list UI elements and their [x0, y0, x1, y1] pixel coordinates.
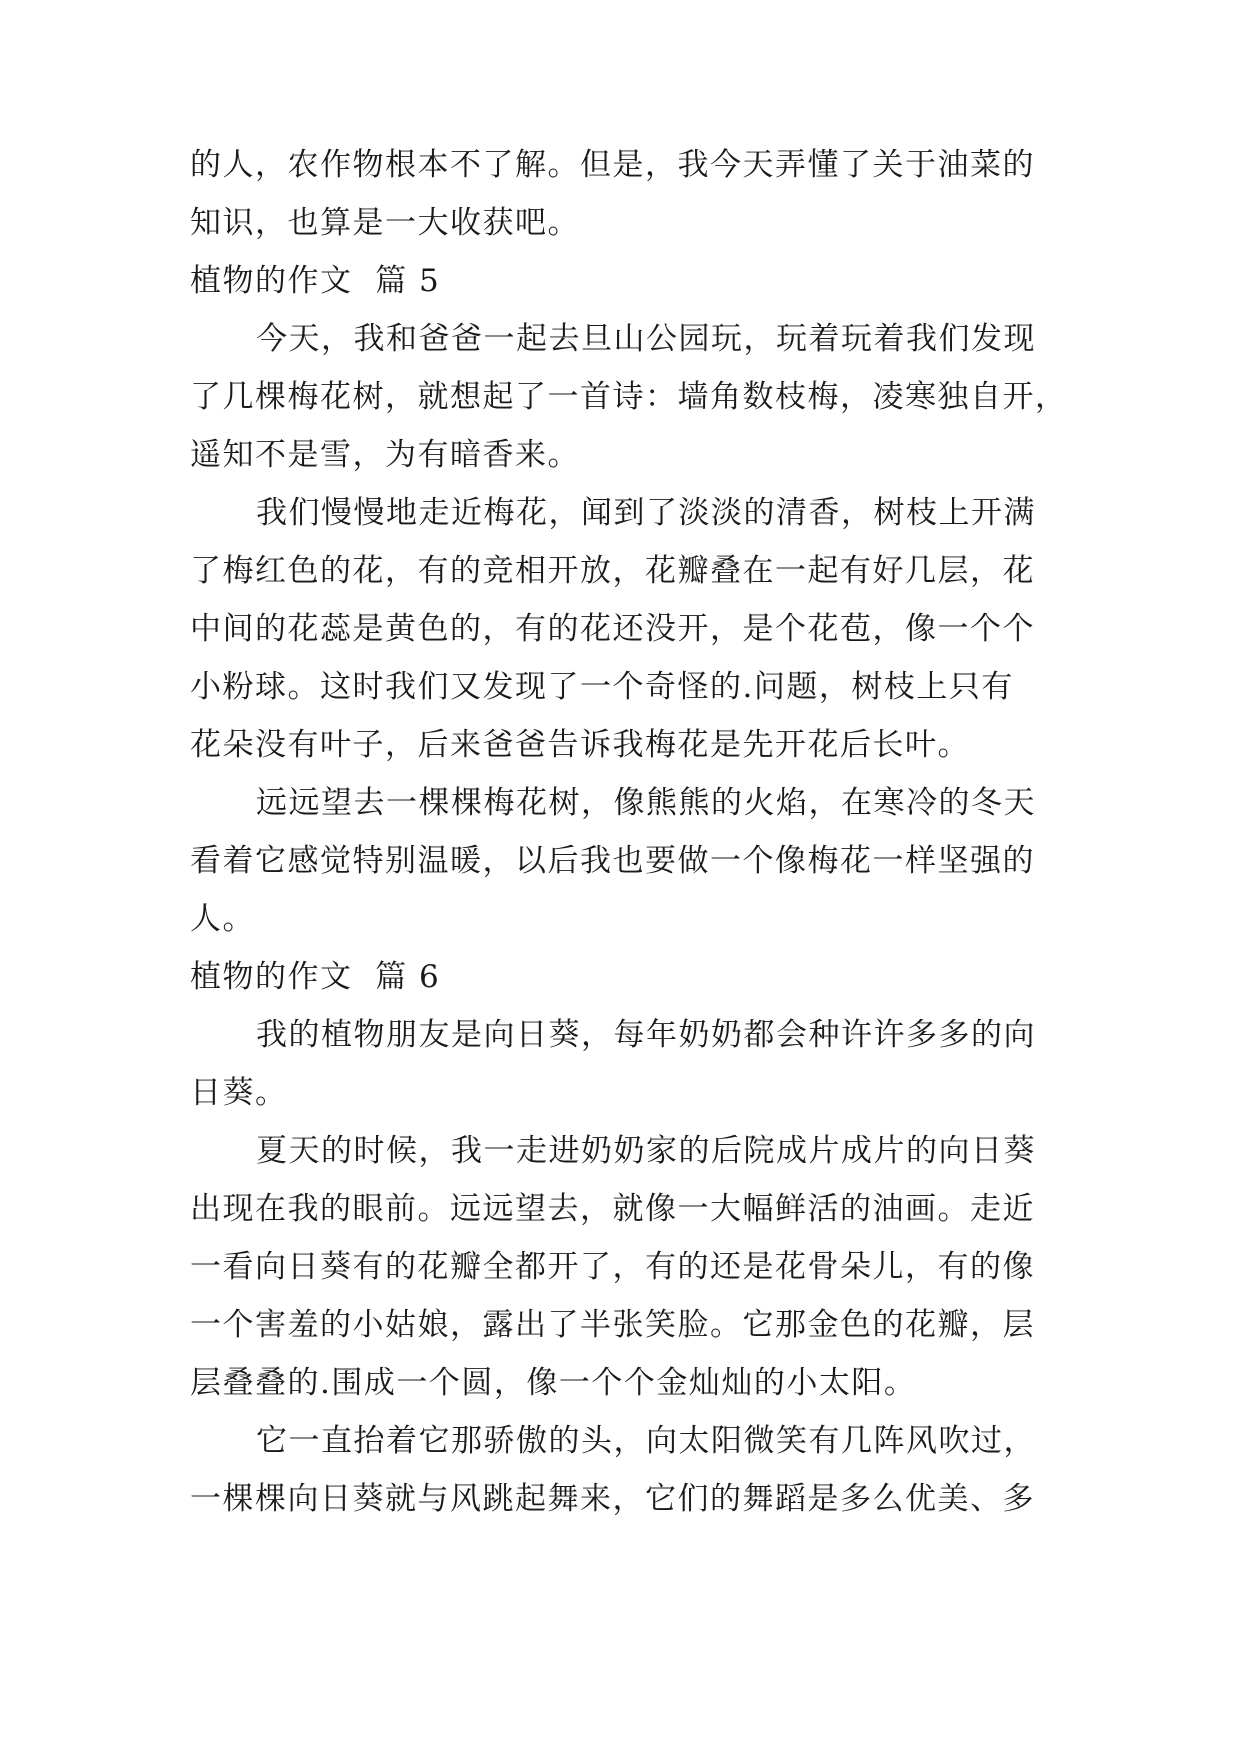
- text-line: 小粉球。这时我们又发现了一个奇怪的.问题，树枝上只有: [190, 669, 1014, 705]
- text-line: 出现在我的眼前。远远望去，就像一大幅鲜活的油画。走近: [190, 1191, 1035, 1227]
- text-line: 我们慢慢地走近梅花，闻到了淡淡的清香，树枝上开满: [256, 495, 1036, 531]
- text-line: 看着它感觉特别温暖，以后我也要做一个像梅花一样坚强的: [190, 843, 1035, 879]
- section-heading-5: 植物的作文 篇 5: [190, 263, 441, 299]
- text-line: 一看向日葵有的花瓣全都开了，有的还是花骨朵儿，有的像: [190, 1249, 1035, 1285]
- text-line: 一棵棵向日葵就与风跳起舞来，它们的舞蹈是多么优美、多: [190, 1481, 1035, 1517]
- text-line: 遥知不是雪，为有暗香来。: [190, 437, 580, 473]
- text-line: 我的植物朋友是向日葵，每年奶奶都会种许许多多的向: [256, 1017, 1036, 1053]
- text-line: 它一直抬着它那骄傲的头，向太阳微笑有几阵风吹过，: [256, 1423, 1036, 1459]
- text-line: 今天，我和爸爸一起去旦山公园玩，玩着玩着我们发现: [256, 321, 1036, 357]
- text-line: 了梅红色的花，有的竞相开放，花瓣叠在一起有好几层，花: [190, 553, 1035, 589]
- section-heading-6: 植物的作文 篇 6: [190, 959, 441, 995]
- text-line: 层叠叠的.围成一个圆，像一个个金灿灿的小太阳。: [190, 1365, 917, 1401]
- text-line: 夏天的时候，我一走进奶奶家的后院成片成片的向日葵: [256, 1133, 1036, 1169]
- text-line: 了几棵梅花树，就想起了一首诗：墙角数枝梅，凌寒独自开，: [190, 379, 1068, 415]
- text-line: 远远望去一棵棵梅花树，像熊熊的火焰，在寒冷的冬天: [256, 785, 1036, 821]
- text-line: 日葵。: [190, 1075, 288, 1111]
- document-body: [190, 136, 1068, 1528]
- text-line: 一个害羞的小姑娘，露出了半张笑脸。它那金色的花瓣，层: [190, 1307, 1035, 1343]
- text-line: 人。: [190, 901, 255, 937]
- text-line: 中间的花蕊是黄色的，有的花还没开，是个花苞，像一个个: [190, 611, 1035, 647]
- text-line: 花朵没有叶子，后来爸爸告诉我梅花是先开花后长叶。: [190, 727, 970, 763]
- text-line: 知识，也算是一大收获吧。: [190, 205, 580, 241]
- text-line: 的人，农作物根本不了解。但是，我今天弄懂了关于油菜的: [190, 147, 1035, 183]
